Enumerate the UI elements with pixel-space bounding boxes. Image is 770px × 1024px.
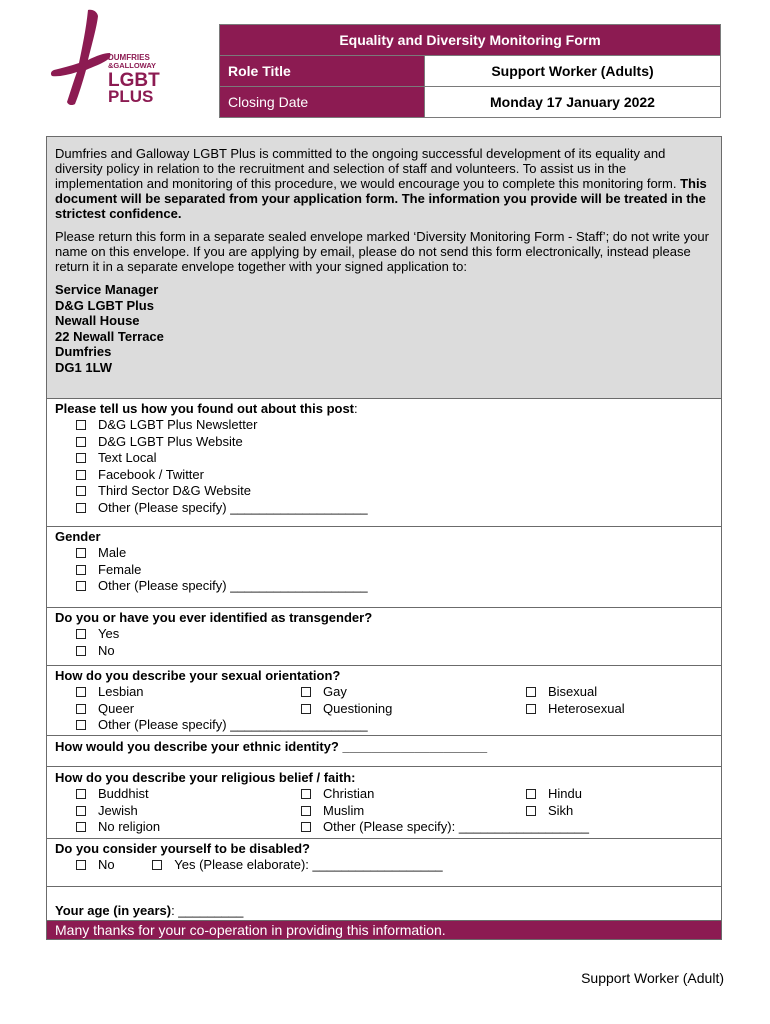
checkbox[interactable] <box>526 687 536 697</box>
option-label: D&G LGBT Plus Newsletter <box>98 417 258 432</box>
logo-line4: PLUS <box>108 87 154 106</box>
header-table <box>219 24 721 118</box>
religion-option-no-religion[interactable] <box>76 819 301 836</box>
option-label: Other (Please specify) ___________________ <box>98 578 368 593</box>
found-option-facebook-twitter[interactable] <box>76 467 713 484</box>
age-question[interactable] <box>55 903 713 918</box>
found-option-text-local[interactable] <box>76 450 713 467</box>
age-label: Your age (in years) <box>55 903 172 918</box>
option-label: Yes <box>98 626 120 641</box>
option-label: Sikh <box>548 802 574 818</box>
transgender-option-no[interactable] <box>76 643 713 660</box>
checkbox[interactable] <box>301 704 311 714</box>
address-line: D&G LGBT Plus <box>55 297 154 313</box>
found-option-other[interactable] <box>76 500 713 517</box>
checkbox[interactable] <box>76 486 86 496</box>
monitoring-form <box>46 136 722 940</box>
option-label: Male <box>98 545 127 560</box>
checkbox[interactable] <box>152 860 162 870</box>
found-option-third-sector[interactable] <box>76 483 713 500</box>
option-label: Muslim <box>323 802 365 818</box>
address-line: 22 Newall Terrace <box>55 328 164 344</box>
religion-option-buddhist[interactable] <box>76 786 301 803</box>
option-label: Female <box>98 561 142 577</box>
checkbox[interactable] <box>301 822 311 832</box>
option-label: Questioning <box>323 700 393 716</box>
transgender-question: Do you or have you ever identified as transgender? <box>55 610 373 625</box>
checkbox[interactable] <box>76 687 86 697</box>
checkbox[interactable] <box>76 860 86 870</box>
address-line: DG1 1LW <box>55 359 113 375</box>
confidentiality-notice: This document will be separated from your application form. The information you provide will be treated in the strictest confidence. <box>55 176 707 221</box>
logo-line2: &GALLOWAY <box>108 61 157 70</box>
religion-option-sikh[interactable] <box>526 803 706 820</box>
orientation-option-queer[interactable] <box>76 701 301 718</box>
gender-option-other[interactable] <box>76 578 713 595</box>
checkbox[interactable] <box>526 789 536 799</box>
intro-paragraph-2: Please return this form in a separate sealed envelope marked ‘Diversity Monitoring Form - Staff’; do not write your name on this envelope. If you are applying by email, please do not send this form electronically, instead please return it in a separate envelope together with your signed application to: <box>55 229 709 274</box>
gender-section <box>47 527 721 608</box>
religion-option-muslim[interactable] <box>301 803 526 820</box>
option-label: Bisexual <box>548 684 598 699</box>
logo-line1: DUMFRIES <box>108 53 150 62</box>
option-label: No <box>98 642 115 658</box>
option-label: Gay <box>323 684 347 699</box>
return-address <box>55 282 713 375</box>
checkbox[interactable] <box>526 806 536 816</box>
found-post-colon: : <box>354 401 358 416</box>
orientation-option-lesbian[interactable] <box>76 684 301 701</box>
option-label: No <box>98 857 115 872</box>
option-label: D&G LGBT Plus Website <box>98 433 243 449</box>
logo-cross-icon <box>48 8 173 108</box>
option-label: No religion <box>98 819 161 834</box>
thanks-banner: Many thanks for your co-operation in providing this information. <box>47 921 721 939</box>
religion-option-other[interactable] <box>301 819 706 836</box>
checkbox[interactable] <box>76 420 86 430</box>
checkbox[interactable] <box>76 581 86 591</box>
role-title-value: Support Worker (Adults) <box>425 56 721 87</box>
transgender-section <box>47 608 721 666</box>
footer-role: Support Worker (Adult) <box>581 970 724 986</box>
checkbox[interactable] <box>76 646 86 656</box>
checkbox[interactable] <box>76 806 86 816</box>
option-label: Other (Please specify): __________________ <box>323 819 589 834</box>
orientation-option-questioning[interactable] <box>301 701 526 718</box>
checkbox[interactable] <box>301 806 311 816</box>
checkbox[interactable] <box>76 704 86 714</box>
found-post-section <box>47 399 721 527</box>
option-label: Hindu <box>548 786 582 801</box>
option-label: Jewish <box>98 802 138 818</box>
checkbox[interactable] <box>76 720 86 730</box>
ethnic-section <box>47 736 721 767</box>
checkbox[interactable] <box>76 453 86 463</box>
form-title: Equality and Diversity Monitoring Form <box>220 25 721 56</box>
checkbox[interactable] <box>526 704 536 714</box>
address-line: Dumfries <box>55 344 112 359</box>
option-label: Other (Please specify) ___________________ <box>98 499 368 515</box>
option-label: Christian <box>323 786 375 801</box>
transgender-option-yes[interactable] <box>76 626 713 643</box>
intro-text: Dumfries and Galloway LGBT Plus is committed to the ongoing successful development of its equality and diversity policy in relation to the recruitment and selection of staff and volunteers. To assist us in the implementation and monitoring of this procedure, we would encourage you to complete this monitoring form. <box>55 146 681 191</box>
orientation-question: How do you describe your sexual orientation? <box>55 668 341 683</box>
checkbox[interactable] <box>301 789 311 799</box>
checkbox[interactable] <box>76 565 86 575</box>
option-label: Third Sector D&G Website <box>98 483 251 498</box>
closing-date-value: Monday 17 January 2022 <box>425 87 721 118</box>
disabled-option-yes[interactable] <box>152 857 442 872</box>
logo-line3: LGBT <box>108 70 160 91</box>
religion-section <box>47 767 721 839</box>
gender-option-female[interactable] <box>76 562 713 579</box>
age-section <box>47 887 721 921</box>
checkbox[interactable] <box>76 629 86 639</box>
orientation-option-heterosexual[interactable] <box>526 701 706 718</box>
checkbox[interactable] <box>76 470 86 480</box>
checkbox[interactable] <box>76 437 86 447</box>
religion-option-christian[interactable] <box>301 786 526 803</box>
religion-question: How do you describe your religious belief / faith: <box>55 770 356 785</box>
gender-question: Gender <box>55 529 101 544</box>
option-label: Heterosexual <box>548 700 625 716</box>
disabled-option-no[interactable] <box>76 857 115 872</box>
ethnic-question[interactable]: How would you describe your ethnic identity? ____________________ <box>55 739 488 754</box>
disabled-options-row <box>76 857 713 874</box>
option-label: Buddhist <box>98 786 149 801</box>
role-title-label: Role Title <box>220 56 425 87</box>
checkbox[interactable] <box>76 503 86 513</box>
orientation-section <box>47 666 721 736</box>
gender-option-male[interactable] <box>76 545 713 562</box>
checkbox[interactable] <box>76 548 86 558</box>
option-label: Other (Please specify) ___________________ <box>98 717 368 732</box>
age-blank[interactable]: : _________ <box>171 903 244 918</box>
found-option-website[interactable] <box>76 434 713 451</box>
option-label: Lesbian <box>98 684 144 699</box>
found-post-question <box>55 401 713 417</box>
address-line: Newall House <box>55 313 140 328</box>
address-line: Service Manager <box>55 282 159 297</box>
orientation-option-gay[interactable] <box>301 684 526 701</box>
checkbox[interactable] <box>76 789 86 799</box>
found-option-newsletter[interactable] <box>76 417 713 434</box>
option-label: Queer <box>98 700 135 716</box>
intro-paragraph-1 <box>55 146 713 221</box>
option-label: Text Local <box>98 450 157 465</box>
intro-section <box>47 137 721 399</box>
closing-date-label: Closing Date <box>220 87 425 118</box>
dg-lgbt-plus-logo <box>48 8 173 108</box>
orientation-option-other[interactable] <box>76 717 526 734</box>
checkbox[interactable] <box>301 687 311 697</box>
religion-option-jewish[interactable] <box>76 803 301 820</box>
disabled-question: Do you consider yourself to be disabled? <box>55 841 310 856</box>
checkbox[interactable] <box>76 822 86 832</box>
disabled-section <box>47 839 721 887</box>
found-post-question-text: Please tell us how you found out about this post <box>55 401 355 416</box>
religion-option-hindu[interactable] <box>526 786 706 803</box>
option-label: Facebook / Twitter <box>98 466 204 482</box>
option-label: Yes (Please elaborate): __________________ <box>174 857 443 872</box>
orientation-option-bisexual[interactable] <box>526 684 706 701</box>
